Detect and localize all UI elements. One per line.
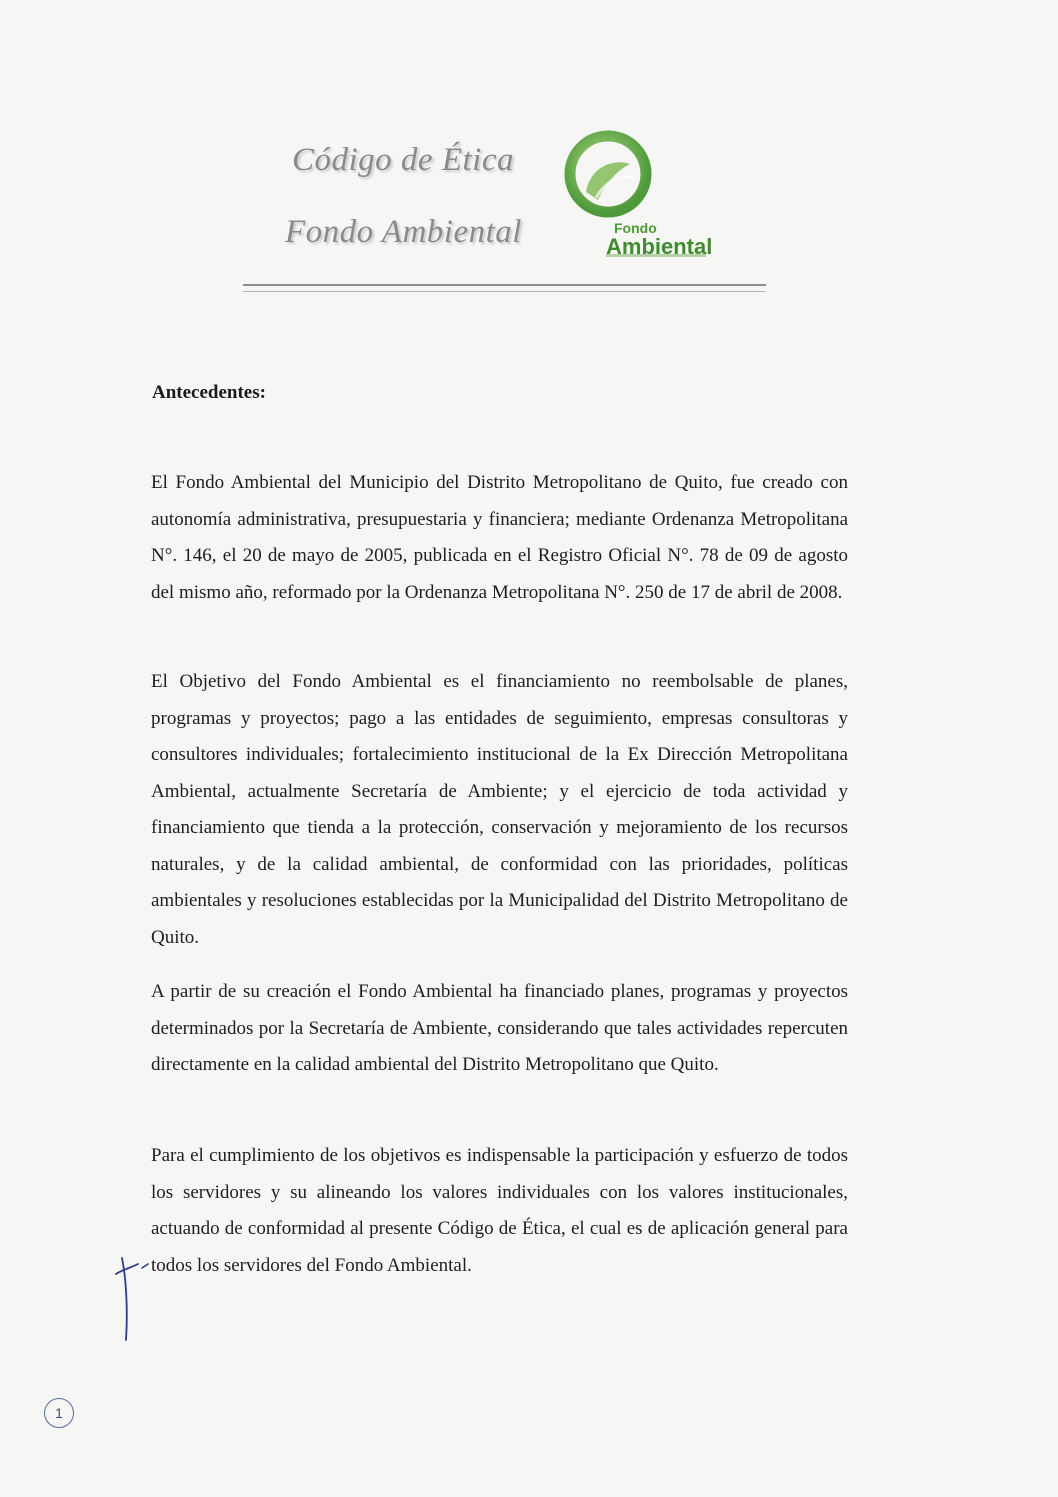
logo-text-fondo: Fondo (614, 220, 657, 236)
header-title-line1: Código de Ética (292, 142, 514, 178)
logo-text-ambiental: Ambiental (606, 234, 713, 259)
header-title-line2: Fondo Ambiental (285, 214, 522, 250)
paragraph-3: A partir de su creación el Fondo Ambiental ha financiado planes, programas y proyectos determinados por la Secretaría de Ambiente, considerando que tales actividades repercuten directamente en la calidad ambiental del Distrito Metropolitano que Quito. (151, 981, 848, 1075)
paragraph-4: Para el cumplimiento de los objetivos es indispensable la participación y esfuerzo de todos los servidores y su alineando los valores individuales con los valores institucionales, actuando de conformidad al presente Código de Ética, el cual es de aplicación general para todos los servidores del Fondo Ambiental. (151, 1145, 848, 1276)
handwritten-initial-mark (108, 1248, 158, 1348)
header-divider (243, 284, 766, 292)
page-number-badge: 1 (44, 1398, 74, 1428)
section-heading: Antecedentes: (152, 382, 266, 403)
paragraph-1: El Fondo Ambiental del Municipio del Distrito Metropolitano de Quito, fue creado con autonomía administrativa, presupuestaria y financiera; mediante Ordenanza Metropolitana N°. 146, el 20 de mayo de 2005, publicada en el Registro Oficial N°. 78 de 09 de agosto del mismo año, reformado por la Ordenanza Metropolitana N°. 250 de 17 de abril de 2008. (151, 472, 848, 603)
paragraph-2: El Objetivo del Fondo Ambiental es el financiamiento no reembolsable de planes, programas y proyectos; pago a las entidades de seguimiento, empresas consultoras y consultores individuales; fortalecimiento institucional de la Ex Dirección Metropolitana Ambiental, actualmente Secretaría de Ambiente; y el ejercicio de toda actividad y financiamiento que tienda a la protección, conservación y mejoramiento de los recursos naturales, y de la calidad ambiental, de conformidad con las prioridades, políticas ambientales y resoluciones establecidas por la Municipalidad del Distrito Metropolitano de Quito. (151, 671, 848, 948)
